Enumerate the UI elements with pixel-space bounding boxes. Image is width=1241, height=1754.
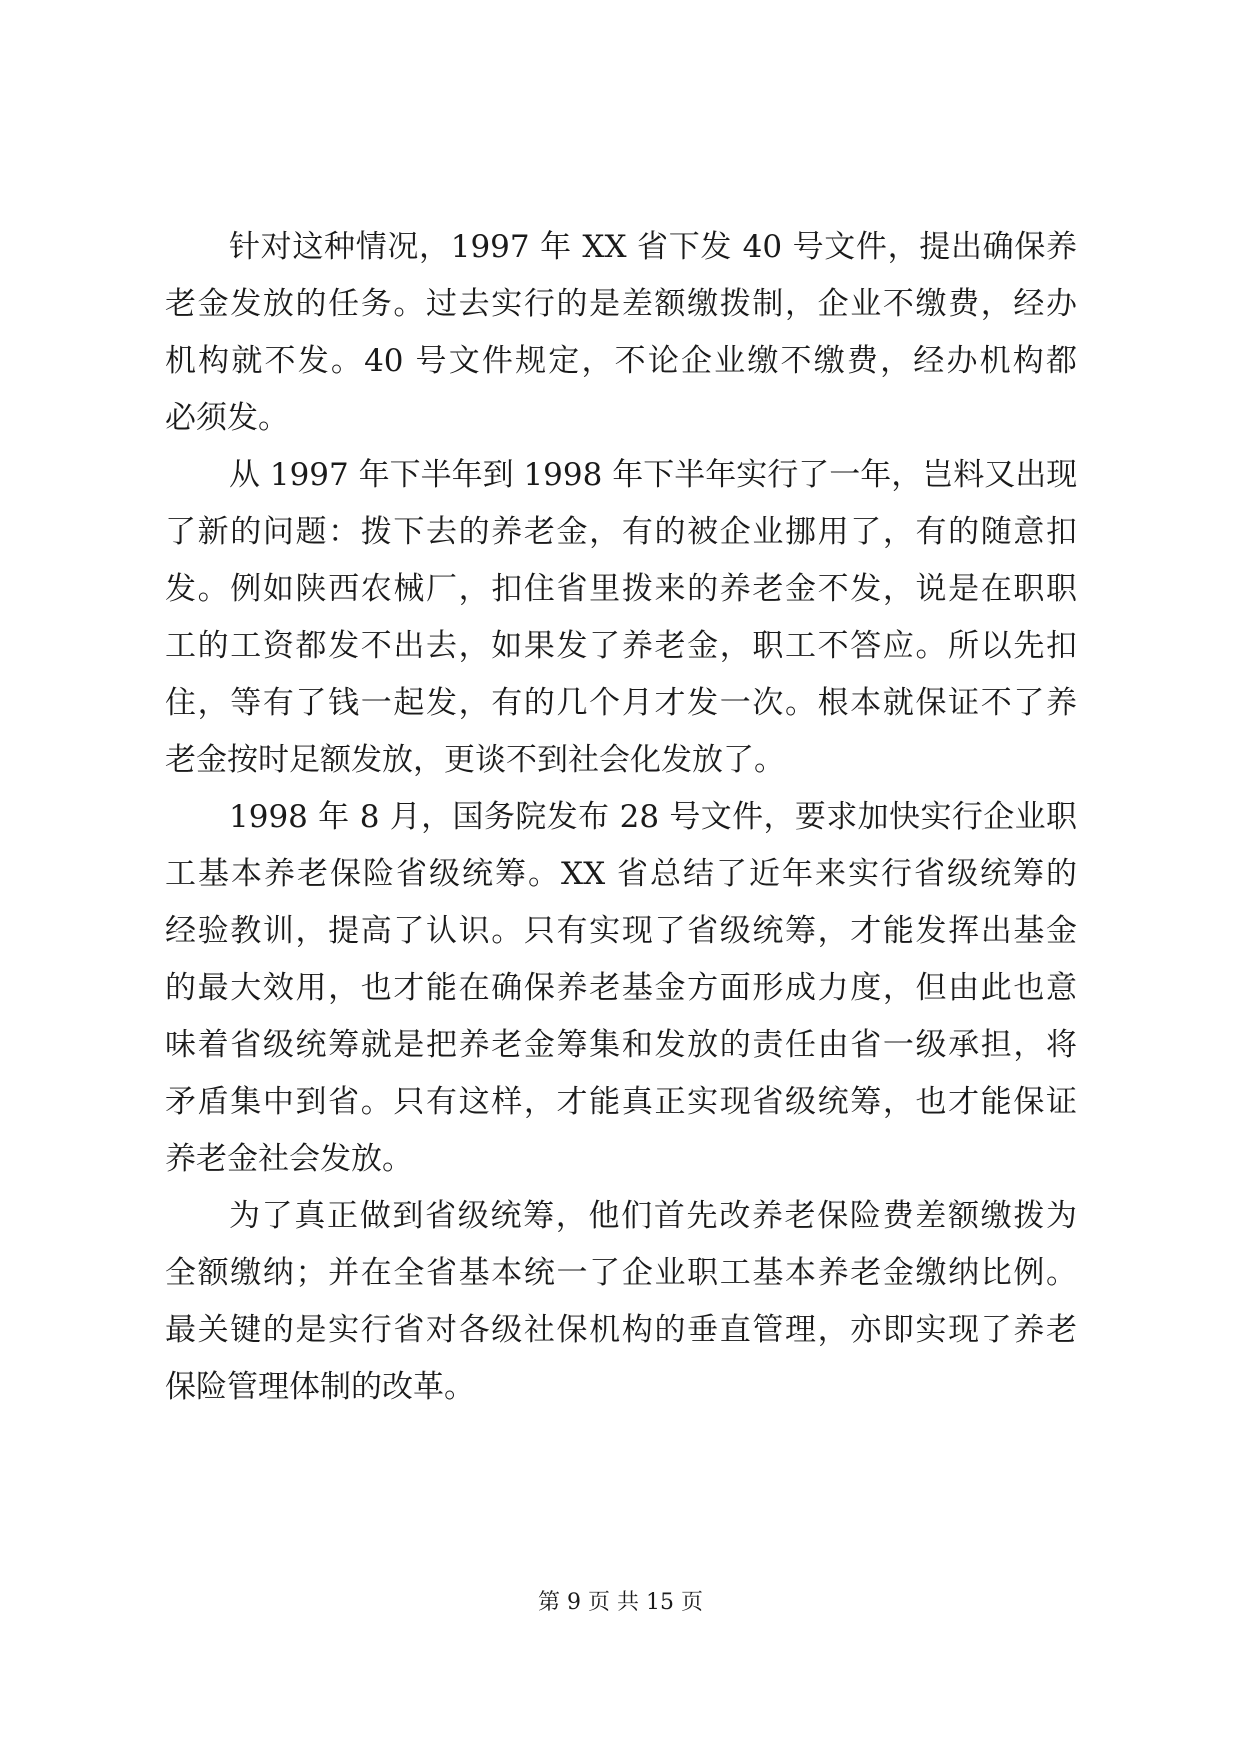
paragraph-2-line-3: 发。例如陕西农械厂，扣住省里拨来的养老金不发，说是在职职 [165,571,1077,607]
paragraph-2-line-4: 工的工资都发不出去，如果发了养老金，职工不答应。所以先扣 [165,628,1077,664]
paragraph-2-line-1: 从 1997 年下半年到 1998 年下半年实行了一年，岂料又出现 [229,457,1078,493]
paragraph-2-line-5: 住，等有了钱一起发，有的几个月才发一次。根本就保证不了养 [165,685,1077,721]
paragraph-4-line-2: 全额缴纳；并在全省基本统一了企业职工基本养老金缴纳比例。 [165,1255,1077,1291]
paragraph-3-line-1: 1998 年 8 月，国务院发布 28 号文件，要求加快实行企业职 [229,799,1077,835]
paragraph-3-line-7: 养老金社会发放。 [165,1141,413,1177]
paragraph-2-line-2: 了新的问题：拨下去的养老金，有的被企业挪用了，有的随意扣 [165,514,1077,550]
paragraph-1-line-2: 老金发放的任务。过去实行的是差额缴拨制，企业不缴费，经办 [165,286,1077,322]
paragraph-4-line-3: 最关键的是实行省对各级社保机构的垂直管理，亦即实现了养老 [165,1312,1077,1348]
paragraph-1-line-1: 针对这种情况，1997 年 XX 省下发 40 号文件，提出确保养 [229,229,1077,265]
paragraph-3-line-5: 味着省级统筹就是把养老金筹集和发放的责任由省一级承担，将 [165,1027,1077,1063]
paragraph-3-line-6: 矛盾集中到省。只有这样，才能真正实现省级统筹，也才能保证 [165,1084,1077,1120]
paragraph-1-line-3: 机构就不发。40 号文件规定，不论企业缴不缴费，经办机构都 [165,343,1077,379]
page-number-footer: 第 9 页 共 15 页 [538,1590,703,1615]
paragraph-2-line-6: 老金按时足额发放，更谈不到社会化发放了。 [165,742,785,778]
paragraph-3-line-4: 的最大效用，也才能在确保养老基金方面形成力度，但由此也意 [165,970,1077,1006]
paragraph-3-line-3: 经验教训，提高了认识。只有实现了省级统筹，才能发挥出基金 [165,913,1077,949]
paragraph-4-line-4: 保险管理体制的改革。 [165,1369,475,1405]
paragraph-1-line-4: 必须发。 [165,400,289,436]
paragraph-3-line-2: 工基本养老保险省级统筹。XX 省总结了近年来实行省级统筹的 [165,856,1077,892]
paragraph-4-line-1: 为了真正做到省级统筹，他们首先改养老保险费差额缴拨为 [229,1198,1077,1234]
